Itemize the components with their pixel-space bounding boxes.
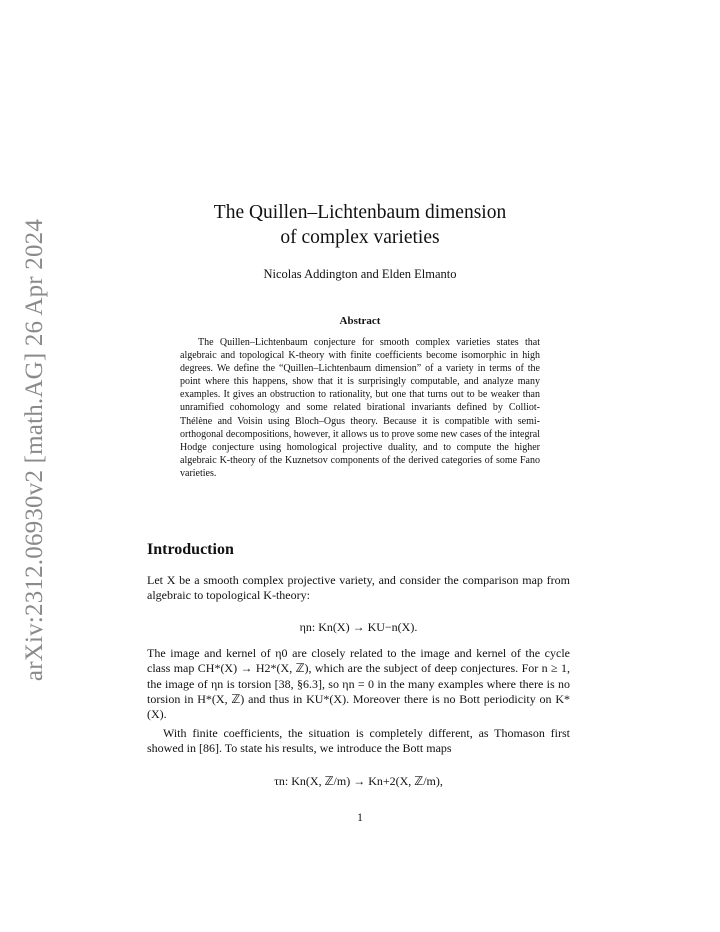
title-line-2: of complex varieties: [280, 227, 440, 248]
intro-paragraph-3: With finite coefficients, the situation is completely different, as Thomason first showed in [86]. To state his results, we introduce the Bott maps: [147, 726, 570, 756]
abstract-heading: Abstract: [339, 315, 381, 327]
intro-paragraph-2: The image and kernel of η0 are closely related to the image and kernel of the cycle class map CH*(X) → H2*(X, ℤ), which are the subject of deep conjectures. For n ≥ 1, the image of ηn is torsion [38, §6.3], so ηn = 0 in the many examples where there is no torsion in H*(X, ℤ) and thus in KU*(X). Moreover there is no Bott periodicity on K*(X).: [147, 646, 570, 722]
equation-comparison-map: ηn: Kn(X) → KU−n(X).: [299, 620, 418, 634]
abstract-text: The Quillen–Lichtenbaum conjecture for smooth complex varieties states that algebraic and topological K-theory with finite coefficients become isomorphic in high degrees. We define the “Quillen–Lichtenbaum dimension” of a variety in terms of the point where this happens, show that it is surprisingly computable, and analyze many examples. It gives an obstruction to rationality, but one that turns out to be weaker than unramified cohomology and some related birational invariants defined by Colliot-Thélène and Voisin using Bloch–Ogus theory. Because it is compatible with semi-orthogonal decompositions, however, it allows us to prove some new cases of the integral Hodge conjecture using homological projective duality, and to compute the higher algebraic K-theory of the Kuznetsov components of the derived categories of some Fano varieties.: [180, 337, 540, 479]
equation-bott-maps: τn: Kn(X, ℤ/m) → Kn+2(X, ℤ/m),: [274, 774, 443, 788]
paper-title: [0, 200, 720, 250]
intro-paragraph-1: Let X be a smooth complex projective variety, and consider the comparison map from algebraic to topological K-theory:: [147, 573, 570, 603]
page-number: 1: [357, 812, 363, 824]
author-list: Nicolas Addington and Elden Elmanto: [263, 267, 457, 281]
arxiv-identifier: arXiv:2312.06930v2 [math.AG] 26 Apr 2024: [21, 218, 48, 682]
title-line-1: The Quillen–Lichtenbaum dimension: [213, 202, 507, 223]
section-heading-introduction: Introduction: [147, 541, 234, 558]
